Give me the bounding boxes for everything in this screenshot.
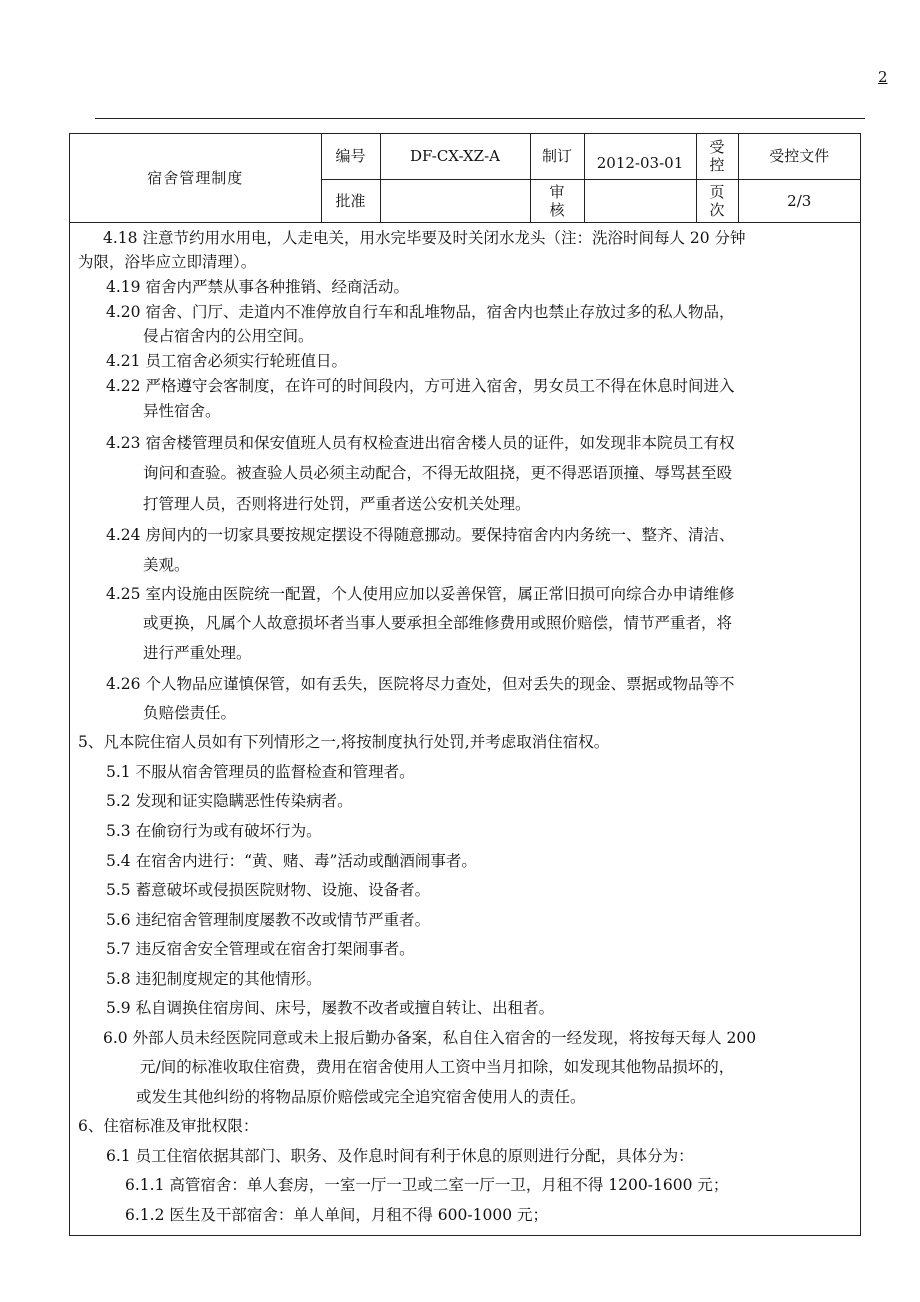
control-value: 受控文件 (738, 134, 860, 179)
control-label: 受控 (696, 134, 738, 179)
body-line: 4.20 宿舍、门厅、走道内不准停放自行车和乱堆物品，宿舍内也禁止存放过多的私人物品， (106, 303, 735, 321)
body-line: 美观。 (143, 556, 190, 574)
body-line: 5.9 私自调换住宿房间、床号，屡教不改者或擅自转让、出租者。 (106, 999, 555, 1017)
body-line: 5.3 在偷窃行为或有破坏行为。 (106, 822, 322, 840)
header-rule (95, 118, 865, 119)
document-frame (69, 133, 861, 1236)
body-line: 异性宿舍。 (143, 402, 221, 420)
document-title: 宿舍管理制度 (70, 134, 321, 222)
body-line: 元/间的标准收取住宿费，费用在宿舍使用人工资中当月扣除，如发现其他物品损坏的， (140, 1058, 735, 1076)
body-line: 4.26 个人物品应谨慎保管，如有丢失，医院将尽力查处，但对丢失的现金、票据或物品等不 (106, 675, 735, 693)
review-value (584, 179, 696, 222)
body-line: 4.25 室内设施由医院统一配置，个人使用应加以妥善保管，属正常旧损可向综合办申请维修 (106, 585, 735, 603)
made-date: 2012-03-01 (584, 134, 696, 179)
body-line: 6.1.1 高管宿舍：单人套房，一室一厅一卫或二室一厅一卫，月租不得 1200-1600 元； (125, 1176, 729, 1194)
body-line: 5.4 在宿舍内进行：“黄、赌、毒”活动或酗酒闹事者。 (106, 852, 477, 870)
page-label: 页次 (696, 179, 738, 222)
body-line: 或发生其他纠纷的将物品原价赔偿或完全追究宿舍使用人的责任。 (136, 1088, 586, 1106)
body-line: 6.0 外部人员未经医院同意或未上报后勤办备案，私自住入宿舍的一经发现，将按每天每人 200 (103, 1029, 757, 1047)
body-line: 5.7 违反宿舍安全管理或在宿舍打架闹事者。 (106, 940, 415, 958)
body-line: 4.18 注意节约用水用电，人走电关，用水完毕要及时关闭水龙头（注：洗浴时间每人 20 分钟 (103, 229, 746, 247)
body-line: 4.24 房间内的一切家具要按规定摆设不得随意挪动。要保持宿舍内内务统一、整齐、清洁、 (106, 526, 735, 544)
body-line: 打管理人员，否则将进行处罚，严重者送公安机关处理。 (143, 495, 531, 513)
body-line: 4.22 严格遵守会客制度，在许可的时间段内，方可进入宿舍，男女员工不得在休息时间进入 (106, 377, 735, 395)
body-line: 询问和查验。被查验人员必须主动配合，不得无故阻挠，更不得恶语顶撞、辱骂甚至殴 (143, 464, 733, 482)
body-line: 4.21 员工宿舍必须实行轮班值日。 (106, 352, 347, 370)
made-label: 制订 (530, 134, 584, 179)
body-line: 为限，浴毕应立即清理）。 (78, 253, 257, 271)
body-line: 4.19 宿舍内严禁从事各种推销、经商活动。 (106, 278, 409, 296)
code-label: 编号 (321, 134, 380, 179)
approve-value (380, 179, 530, 222)
body-line: 6.1.2 医生及干部宿舍：单人单间，月租不得 600-1000 元； (125, 1206, 548, 1224)
body-line: 6.1 员工住宿依据其部门、职务、及作息时间有利于休息的原则进行分配，具体分为： (106, 1147, 694, 1165)
body-line: 或更换，凡属个人故意损坏者当事人要承担全部维修费用或照价赔偿，情节严重者，将 (143, 614, 733, 632)
page-value: 2/3 (738, 179, 860, 222)
body-line: 5.2 发现和证实隐瞒恶性传染病者。 (106, 792, 353, 810)
body-line: 5.8 违犯制度规定的其他情形。 (106, 970, 322, 988)
body-line: 侵占宿舍内的公用空间。 (143, 327, 314, 345)
body-line: 5、凡本院住宿人员如有下列情形之一,将按制度执行处罚,并考虑取消住宿权。 (78, 733, 610, 751)
body-line: 进行严重处理。 (143, 644, 252, 662)
approve-label: 批准 (321, 179, 380, 222)
header-table (70, 134, 860, 223)
page-number: 2 (878, 68, 888, 86)
body-line: 5.6 违纪宿舍管理制度屡教不改或情节严重者。 (106, 911, 431, 929)
body-line: 5.5 蓄意破坏或侵损医院财物、设施、设备者。 (106, 881, 431, 899)
body-line: 负赔偿责任。 (143, 704, 237, 722)
body-line: 5.1 不服从宿舍管理员的监督检查和管理者。 (106, 763, 415, 781)
review-label: 审核 (530, 179, 584, 222)
code-value: DF-CX-XZ-A (380, 134, 530, 179)
body-line: 6、住宿标准及审批权限： (78, 1117, 259, 1135)
body-line: 4.23 宿舍楼管理员和保安值班人员有权检查进出宿舍楼人员的证件，如发现非本院员工有权 (106, 434, 735, 452)
